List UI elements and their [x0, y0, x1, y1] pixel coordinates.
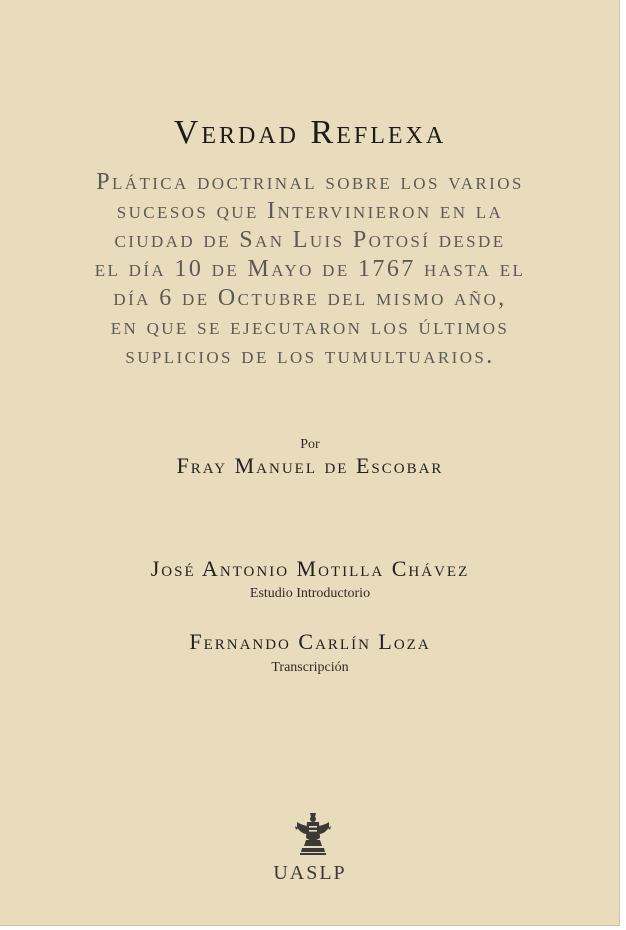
by-label: Por: [300, 437, 320, 452]
subtitle-line: en que se ejecutaron los últimos: [110, 314, 510, 340]
subtitle-line: día 6 de Octubre del mismo año,: [113, 285, 507, 311]
subtitle-line: el día 10 de Mayo de 1767 hasta el: [94, 256, 526, 282]
book-title: Verdad Reflexa: [173, 114, 447, 151]
book-subtitle: [40, 168, 580, 371]
eagle-crest-icon: [294, 812, 332, 856]
author-name: Fray Manuel de Escobar: [176, 453, 444, 478]
subtitle-line: suplicios de los tumultuarios.: [125, 343, 495, 369]
contributor-name: José Antonio Motilla Chávez: [150, 556, 470, 581]
contributor-role: Transcripción: [271, 660, 349, 675]
publisher-name: UASLP: [273, 862, 347, 884]
contributor-name: Fernando Carlín Loza: [189, 629, 431, 654]
subtitle-line: Plática doctrinal sobre los varios: [96, 169, 524, 195]
subtitle-line: sucesos que Intervinieron en la: [116, 198, 504, 224]
subtitle-line: ciudad de San Luis Potosí desde: [114, 227, 506, 253]
contributor-role: Estudio Introductorio: [249, 586, 371, 601]
